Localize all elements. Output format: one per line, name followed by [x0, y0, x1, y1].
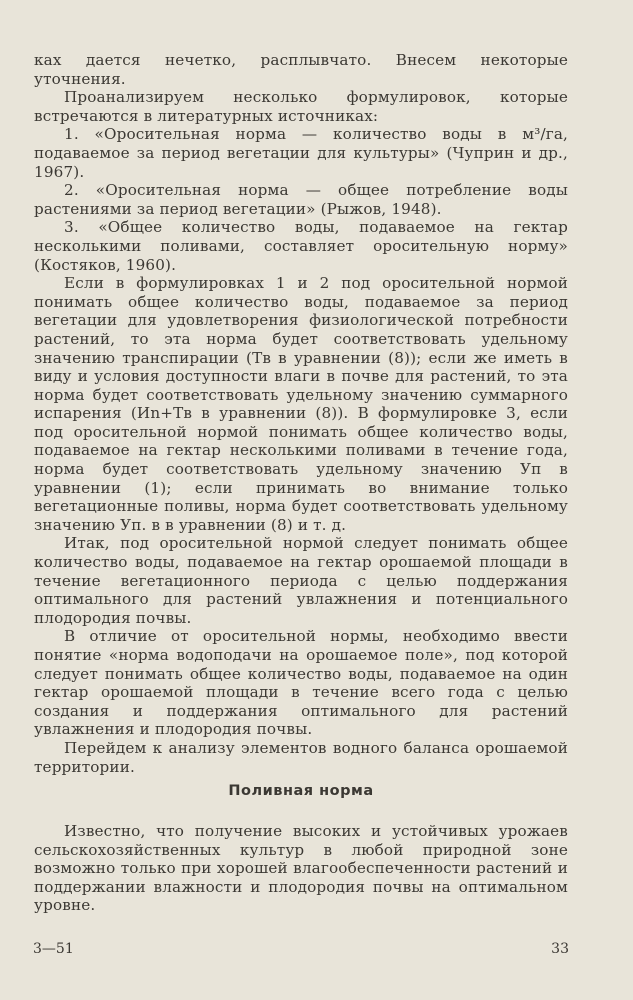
- paragraph-conclusion: Итак, под оросительной нормой следует понимать общее количество воды, подаваемое на гектар орошаемой площади в течение вегетационного периода с целью поддержания оптимального для растений увлажнения и потенциального плодородия почвы.: [34, 534, 568, 627]
- printer-signature: 3—51: [33, 941, 74, 957]
- paragraph-definition-1: 1. «Оросительная норма — количество воды в м³/га, подаваемое за период вегетации для культуры» (Чуприн и др., 1967).: [34, 125, 568, 181]
- section-heading: Поливная норма: [228, 783, 374, 799]
- paragraph-analysis: Если в формулировках 1 и 2 под оросительной нормой понимать общее количество воды, подаваемое за период вегетации для удовлетворения физиологической потребности растений, то эта норма будет соответствовать удельному значению транспирации (Tв в уравнении (8)); если же иметь в виду и условия доступности влаги в почве для растений, то эта норма будет соответствовать удельному значению суммарного испарения (Иn+Tв в уравнении (8)). В формулировке 3, если под оросительной нормой понимать общее количество воды, подаваемое на гектар несколькими поливами в течение года, норма будет соответствовать удельному значению Уп в уравнении (1); если принимать во внимание только вегетационные поливы, норма будет соответствовать удельному значению Уп. в в уравнении (8) и т. д.: [34, 274, 568, 534]
- main-text: [34, 51, 568, 776]
- paragraph-section-intro: Известно, что получение высоких и устойчивых урожаев сельскохозяйственных культур в любой природной зоне возможно только при хорошей влагообеспеченности растений и поддержании влажности и плодородия почвы на оптимальном уровне.: [34, 822, 568, 915]
- paragraph-intro: Проанализируем несколько формулировок, которые встречаются в литературных источниках:: [34, 88, 568, 125]
- paragraph-water-supply-norm: В отличие от оросительной нормы, необходимо ввести понятие «норма водоподачи на орошаемое поле», под которой следует понимать общее количество воды, подаваемое на один гектар орошаемой площади в течение всего года с целью создания и поддержания оптимального для растений увлажнения и плодородия почвы.: [34, 627, 568, 739]
- page-number: 33: [551, 941, 569, 957]
- paragraph-continuation: ках дается нечетко, расплывчато. Внесем некоторые уточнения.: [34, 51, 568, 88]
- paragraph-transition: Перейдем к анализу элементов водного баланса орошаемой территории.: [34, 738, 568, 776]
- paragraph-definition-3: 3. «Общее количество воды, подаваемое на гектар несколькими поливами, составляет оросительную норму» (Костяков, 1960).: [34, 218, 568, 274]
- section-text: [34, 822, 568, 915]
- paragraph-definition-2: 2. «Оросительная норма — общее потребление воды растениями за период вегетации» (Рыжов, 1948).: [34, 181, 568, 218]
